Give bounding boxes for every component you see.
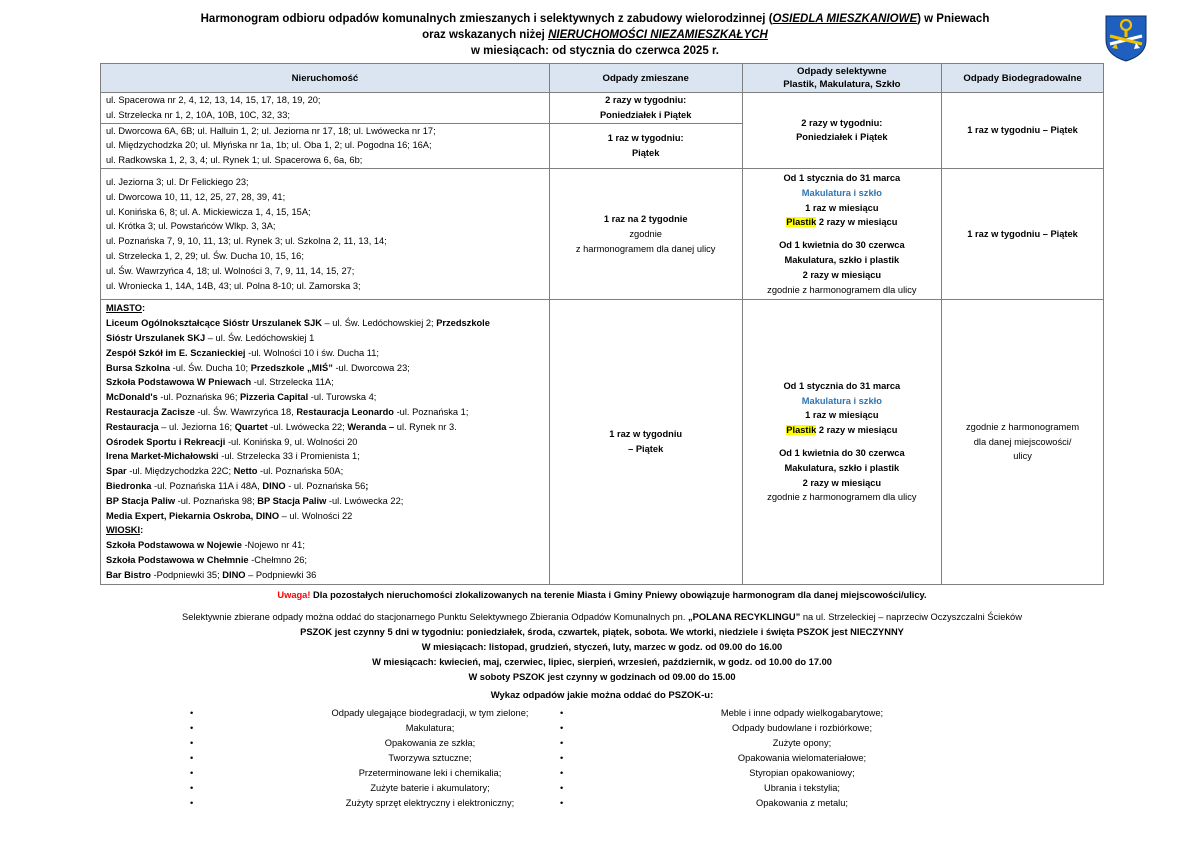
list-item: • Odpady ulegające biodegradacji, w tym zielone; <box>180 706 680 721</box>
list-item: Zespół Szkół im E. Sczanieckiej -ul. Wolności 10 i św. Ducha 11; <box>106 347 380 358</box>
property-cell: ul. Spacerowa nr 2, 4, 12, 13, 14, 15, 17, 18, 19, 20; ul. Strzelecka nr 1, 2, 10A, 10B, 10C, 32, 33; <box>101 93 550 124</box>
property-cell: ul. Jeziorna 3; ul. Dr Felickiego 23; ul. Dworcowa 10, 11, 12, 25, 27, 28, 39, 41; ul. Konińska 6, 8; ul. A. Mickiewicza 1, 4, 15, 15A; ul. Krótka 3; ul. Powstańców Wlkp. 3, 3A; ul. Poznańska 7, 9, 10, 11, 13; ul. Rynek 3; ul. Szkolna 2, 11, 13, 14; ul. Strzelecka 1, 2, 29; ul. Św. Ducha 10, 15, 16; ul. Św. Wawrzyńca 4, 18; ul. Wolności 3, 7, 9, 11, 14, 15, 27; ul. Wroniecka 1, 14A, 14B, 43; ul. Polna 8-10; ul. Zamorska 3; <box>101 168 550 299</box>
table-header-row <box>101 64 1104 93</box>
bullet-icon: • <box>190 798 194 808</box>
header-selective: Odpady selektywne Plastik, Makulatura, Szkło <box>742 64 942 93</box>
list-item: Biedronka -ul. Poznańska 11A i 48A, DINO - ul. Poznańska 56; <box>106 480 369 491</box>
property-cell: ul. Dworcowa 6A, 6B; ul. Halluin 1, 2; ul. Jeziorna nr 17, 18; ul. Lwówecka nr 17; ul. Międzychodzka 20; ul. Młyńska nr 1a, 1b; ul. Oba 1, 2; ul. Pogodna 16; 16A; ul. Radkowska 1, 2, 3, 4; ul. Rynek 1; ul. Spacerowa 6, 6a, 6b; <box>101 123 550 168</box>
table-row <box>101 93 1104 124</box>
list-item: • Tworzywa sztuczne; <box>180 751 680 766</box>
list-item: • Ubrania i tekstylia; <box>552 781 1052 796</box>
uwaga-note: Uwaga! Dla pozostałych nieruchomości zlokalizowanych na terenie Miasta i Gminy Pniewy obowiązuje harmonogram dla danej miejscowości/ulicy. <box>277 590 927 600</box>
list-item: Irena Market-Michałowski -ul. Strzelecka 33 i Promienista 1; <box>106 451 360 462</box>
list-item: Liceum Ogólnokształcące Sióstr Urszulanek SJK – ul. Św. Ledóchowskiej 2; Przedszkole <box>106 318 490 329</box>
header-mixed: Odpady zmieszane <box>549 64 742 93</box>
waste-list-right <box>552 706 1052 811</box>
list-item: Sióstr Urszulanek SKJ – ul. Św. Ledóchowskiej 1 <box>106 332 315 343</box>
header-bio: Odpady Biodegradowalne <box>942 64 1104 93</box>
title-line-3: w miesiącach: od stycznia do czerwca 2025 r. <box>470 45 719 57</box>
bullet-icon: • <box>190 708 194 718</box>
wioski-list <box>106 538 544 582</box>
mixed-cell: 1 raz w tygodniu – Piątek <box>549 300 742 584</box>
list-item: • Odpady budowlane i rozbiórkowe; <box>552 721 1052 736</box>
list-item: Restauracja – ul. Jeziorna 16; Quartet -ul. Lwówecka 22; Weranda – ul. Rynek nr 3. <box>106 421 457 432</box>
header-property: Nieruchomość <box>101 64 550 93</box>
bullet-icon: • <box>560 783 564 793</box>
list-item: Bar Bistro -Podpniewki 35; DINO – Podpniewki 36 <box>106 569 317 580</box>
table-row <box>101 300 1104 584</box>
title-line-1: Harmonogram odbioru odpadów komunalnych zmieszanych i selektywnych z zabudowy wielorodzinnej (OSIEDLA MIESZKANIOWE) w Pniewach <box>200 13 990 25</box>
list-item: Szkoła Podstawowa w Nojewie -Nojewo nr 41; <box>106 540 305 551</box>
section-wioski: WIOSKI <box>106 525 141 536</box>
property-cell: MIASTO: Liceum Ogólnokształcące Sióstr Urszulanek SJK – ul. Św. Ledóchowskiej 2; Przedszkole Sióstr Urszulanek SKJ – ul. Św. Ledóchowskiej 1 Zespół Szkół im E. Sczanieckiej -ul. Wolności 10 i św. Ducha 11; Bursa Szkolna -ul. Św. Ducha 10; Przedszkole „MIŚ” -ul. Dworcowa 23; Szkoła Podstawowa W Pniewach -ul. Strzelecka 11A; McDonald's -ul. Poznańska 96; Pizzeria Capital -ul. Turowska 4; Restauracja Zacisze -ul. Św. Wawrzyńca 18, Restauracja Leonardo -ul. Poznańska 1; Restauracja – ul. Jeziorna 16; Quartet -ul. Lwówecka 22; Weranda – ul. Rynek nr 3. Ośrodek Sportu i Rekreacji -ul. Konińska 9, ul. Wolności 20 Irena Market-Michałowski -ul. Strzelecka 33 i Promienista 1; Spar -ul. Międzychodzka 22C; Netto -ul. Poznańska 50A; Biedronka -ul. Poznańska 11A i 48A, DINO - ul. Poznańska 56; BP Stacja Paliw -ul. Poznańska 98; BP Stacja Paliw -ul. Lwówecka 22; Media Expert, Piekarnia Oskroba, DINO – ul. Wolności 22 WIOSKI: Szkoła Podstawowa w Nojewie -Nojewo nr 41; Szkoła Podstawowa w Chełmnie -Chełmno 26; Bar Bistro -Podpniewki 35; DINO – Podpniewki 36 <box>101 300 550 584</box>
mixed-cell: 1 raz w tygodniu: Piątek <box>549 123 742 168</box>
schedule-table <box>100 63 1104 585</box>
bullet-icon: • <box>560 798 564 808</box>
list-item: • Styropian opakowaniowy; <box>552 766 1052 781</box>
pszok-hours-summer: W miesiącach: kwiecień, maj, czerwiec, lipiec, sierpień, wrzesień, październik, w godz. od 10.00 do 17.00 <box>372 657 832 667</box>
bullet-icon: • <box>190 768 194 778</box>
mixed-cell: 1 raz na 2 tygodnie zgodnie z harmonogramem dla danej ulicy <box>549 168 742 299</box>
pszok-location: Selektywnie zbierane odpady można oddać do stacjonarnego Punktu Selektywnego Zbierania Odpadów Komunalnych pn. „POLANA RECYKLINGU” na ul. Strzeleckiej – naprzeciw Oczyszczalni Ścieków <box>182 612 1022 622</box>
bio-cell: zgodnie z harmonogramem dla danej miejscowości/ ulicy <box>942 300 1104 584</box>
mixed-cell: 2 razy w tygodniu: Poniedziałek i Piątek <box>549 93 742 124</box>
bullet-icon: • <box>560 723 564 733</box>
bio-cell: 1 raz w tygodniu – Piątek <box>942 93 1104 169</box>
selective-cell: Od 1 stycznia do 31 marca Makulatura i szkło 1 raz w miesiącu Plastik 2 razy w miesiącu Od 1 kwietnia do 30 czerwca Makulatura, szkło i plastik 2 razy w miesiącu zgodnie z harmonogramem dla ulicy <box>742 300 942 584</box>
list-item: • Opakowania z metalu; <box>552 796 1052 811</box>
list-item: • Opakowania ze szkła; <box>180 736 680 751</box>
miasto-list <box>106 316 544 523</box>
list-item: • Zużyte opony; <box>552 736 1052 751</box>
list-item: Spar -ul. Międzychodzka 22C; Netto -ul. Poznańska 50A; <box>106 466 344 477</box>
bullet-icon: • <box>190 723 194 733</box>
bullet-icon: • <box>560 738 564 748</box>
list-item: • Makulatura; <box>180 721 680 736</box>
document-title <box>150 11 1040 59</box>
list-item: McDonald's -ul. Poznańska 96; Pizzeria Capital -ul. Turowska 4; <box>106 392 377 403</box>
list-item: Ośrodek Sportu i Rekreacji -ul. Konińska 9, ul. Wolności 20 <box>106 436 358 447</box>
bullet-icon: • <box>190 753 194 763</box>
pszok-hours-winter: W miesiącach: listopad, grudzień, styczeń, luty, marzec w godz. od 09.00 do 16.00 <box>421 642 783 652</box>
bullet-icon: • <box>190 783 194 793</box>
notes-section <box>100 588 1104 685</box>
waste-list-title: Wykaz odpadów jakie można oddać do PSZOK-u: <box>490 690 714 701</box>
list-item: Szkoła Podstawowa W Pniewach -ul. Strzelecka 11A; <box>106 377 334 388</box>
selective-cell: 2 razy w tygodniu: Poniedziałek i Piątek <box>742 93 942 169</box>
list-item: • Przeterminowane leki i chemikalia; <box>180 766 680 781</box>
list-item: • Meble i inne odpady wielkogabarytowe; <box>552 706 1052 721</box>
coat-of-arms-icon <box>1104 14 1148 62</box>
pszok-open-days: PSZOK jest czynny 5 dni w tygodniu: poniedziałek, środa, czwartek, piątek, sobota. We wtorki, niedziele i święta PSZOK jest NIECZYNNY <box>300 627 904 637</box>
list-item: • Zużyte baterie i akumulatory; <box>180 781 680 796</box>
list-item: Szkoła Podstawowa w Chełmnie -Chełmno 26; <box>106 554 307 565</box>
bullet-icon: • <box>190 738 194 748</box>
list-item: Restauracja Zacisze -ul. Św. Wawrzyńca 18, Restauracja Leonardo -ul. Poznańska 1; <box>106 406 469 417</box>
list-item: Bursa Szkolna -ul. Św. Ducha 10; Przedszkole „MIŚ” -ul. Dworcowa 23; <box>106 362 410 373</box>
title-line-2: oraz wskazanych niżej NIERUCHOMOŚCI NIEZAMIESZKAŁYCH <box>422 29 768 41</box>
selective-cell: Od 1 stycznia do 31 marca Makulatura i szkło 1 raz w miesiącu Plastik 2 razy w miesiącu Od 1 kwietnia do 30 czerwca Makulatura, szkło i plastik 2 razy w miesiącu zgodnie z harmonogramem dla ulicy <box>742 168 942 299</box>
table-row <box>101 168 1104 299</box>
pszok-hours-saturday: W soboty PSZOK jest czynny w godzinach od 09.00 do 15.00 <box>468 672 736 682</box>
bio-cell: 1 raz w tygodniu – Piątek <box>942 168 1104 299</box>
list-item: • Zużyty sprzęt elektryczny i elektroniczny; <box>180 796 680 811</box>
bullet-icon: • <box>560 753 564 763</box>
bullet-icon: • <box>560 768 564 778</box>
list-item: Media Expert, Piekarnia Oskroba, DINO – ul. Wolności 22 <box>106 510 353 521</box>
list-item: • Opakowania wielomateriałowe; <box>552 751 1052 766</box>
bullet-icon: • <box>560 708 564 718</box>
list-item: BP Stacja Paliw -ul. Poznańska 98; BP Stacja Paliw -ul. Lwówecka 22; <box>106 495 404 506</box>
section-miasto: MIASTO <box>106 303 142 314</box>
